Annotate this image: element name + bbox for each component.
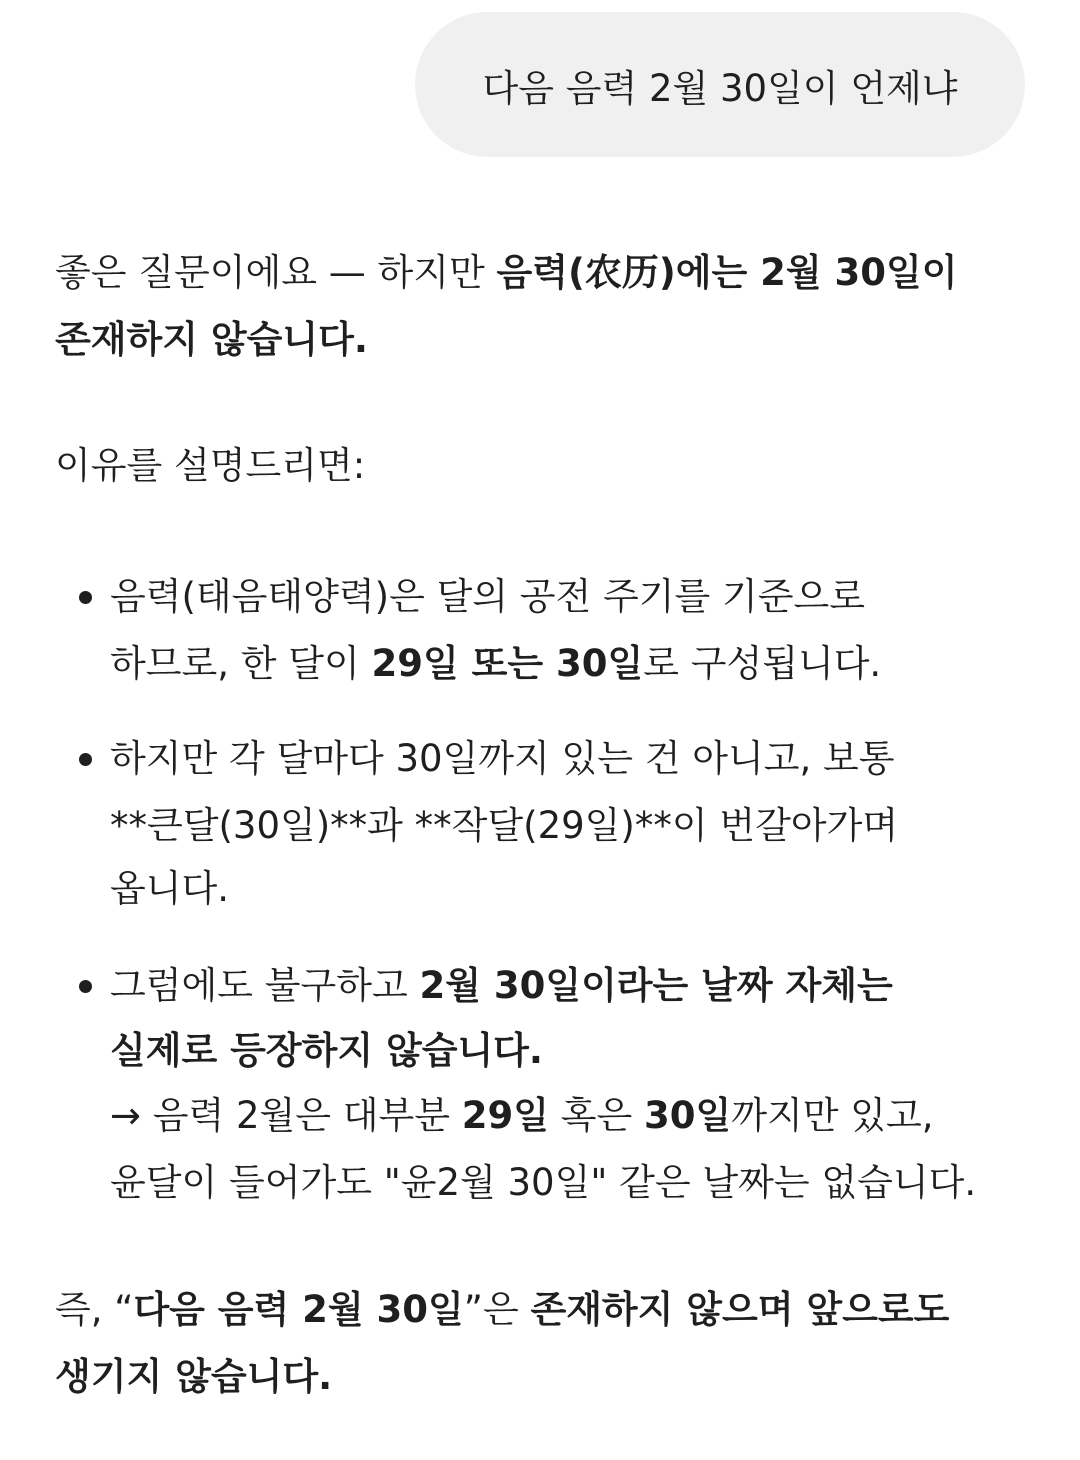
conclusion-line-1 (55, 1277, 949, 1343)
bold-text-run: 존재하지 않으며 앞으로도 (530, 1288, 950, 1331)
bold-text-run: 존재하지 않습니다. (55, 318, 368, 361)
text-run: 음력(태음태양력)은 달의 공전 주기를 기준으로 (110, 575, 866, 618)
bullet-2-line-2 (110, 793, 898, 859)
text-run: ”은 (463, 1288, 531, 1331)
bullet-3-line-3 (110, 1083, 934, 1149)
bold-text-run: 29일 또는 30일 (371, 642, 644, 685)
text-run: 즉, “ (55, 1288, 134, 1331)
bold-text-run: 2월 30일이라는 날짜 자체는 (419, 964, 893, 1007)
bullet-dot-icon (79, 980, 92, 993)
bullet-2-line-1 (110, 726, 895, 792)
text-run: 로 구성됩니다. (643, 642, 882, 685)
text-run: 윤달이 들어가도 "윤2월 30일" 같은 날짜는 없습니다. (110, 1161, 977, 1204)
bullet-dot-icon (79, 591, 92, 604)
text-run: 옵니다. (110, 867, 229, 910)
bullet-2-line-3 (110, 856, 229, 922)
bold-text-run: 30일 (644, 1094, 732, 1137)
text-run: 그럼에도 불구하고 (110, 964, 420, 1007)
bold-text-run: 생기지 않습니다. (55, 1355, 333, 1398)
user-message-text: 다음 음력 2월 30일이 언제냐 (482, 66, 958, 110)
intro-line-2 (55, 307, 368, 373)
intro-line-1 (55, 240, 957, 306)
conclusion-line-2 (55, 1344, 332, 1410)
text-run: 하므로, 한 달이 (110, 642, 372, 685)
text-run: 까지만 있고, (731, 1094, 934, 1137)
text-run: **큰달(30일)**과 **작달(29일)**이 번갈아가며 (110, 804, 899, 847)
reason-lead: 이유를 설명드리면: (55, 444, 366, 487)
bold-text-run: 다음 음력 2월 30일 (133, 1288, 464, 1331)
text-run: 좋은 질문이에요 — 하지만 (55, 251, 497, 294)
bullet-1-line-2 (110, 631, 881, 697)
bold-text-run: 음력(农历)에는 2월 30일이 (496, 251, 958, 294)
text-run: 혹은 (549, 1094, 645, 1137)
text-run: 하지만 각 달마다 30일까지 있는 건 아니고, 보통 (110, 737, 895, 780)
bold-text-run: 실제로 등장하지 않습니다. (110, 1029, 543, 1072)
bullet-3-line-1 (110, 953, 893, 1019)
text-run: → 음력 2월은 대부분 (110, 1094, 462, 1137)
bold-text-run: 29일 (461, 1094, 550, 1137)
bullet-3-line-4 (110, 1150, 976, 1216)
bullet-3-line-2 (110, 1018, 543, 1084)
user-message-bubble (415, 12, 1025, 157)
bullet-dot-icon (79, 753, 92, 766)
bullet-1-line-1 (110, 564, 865, 630)
